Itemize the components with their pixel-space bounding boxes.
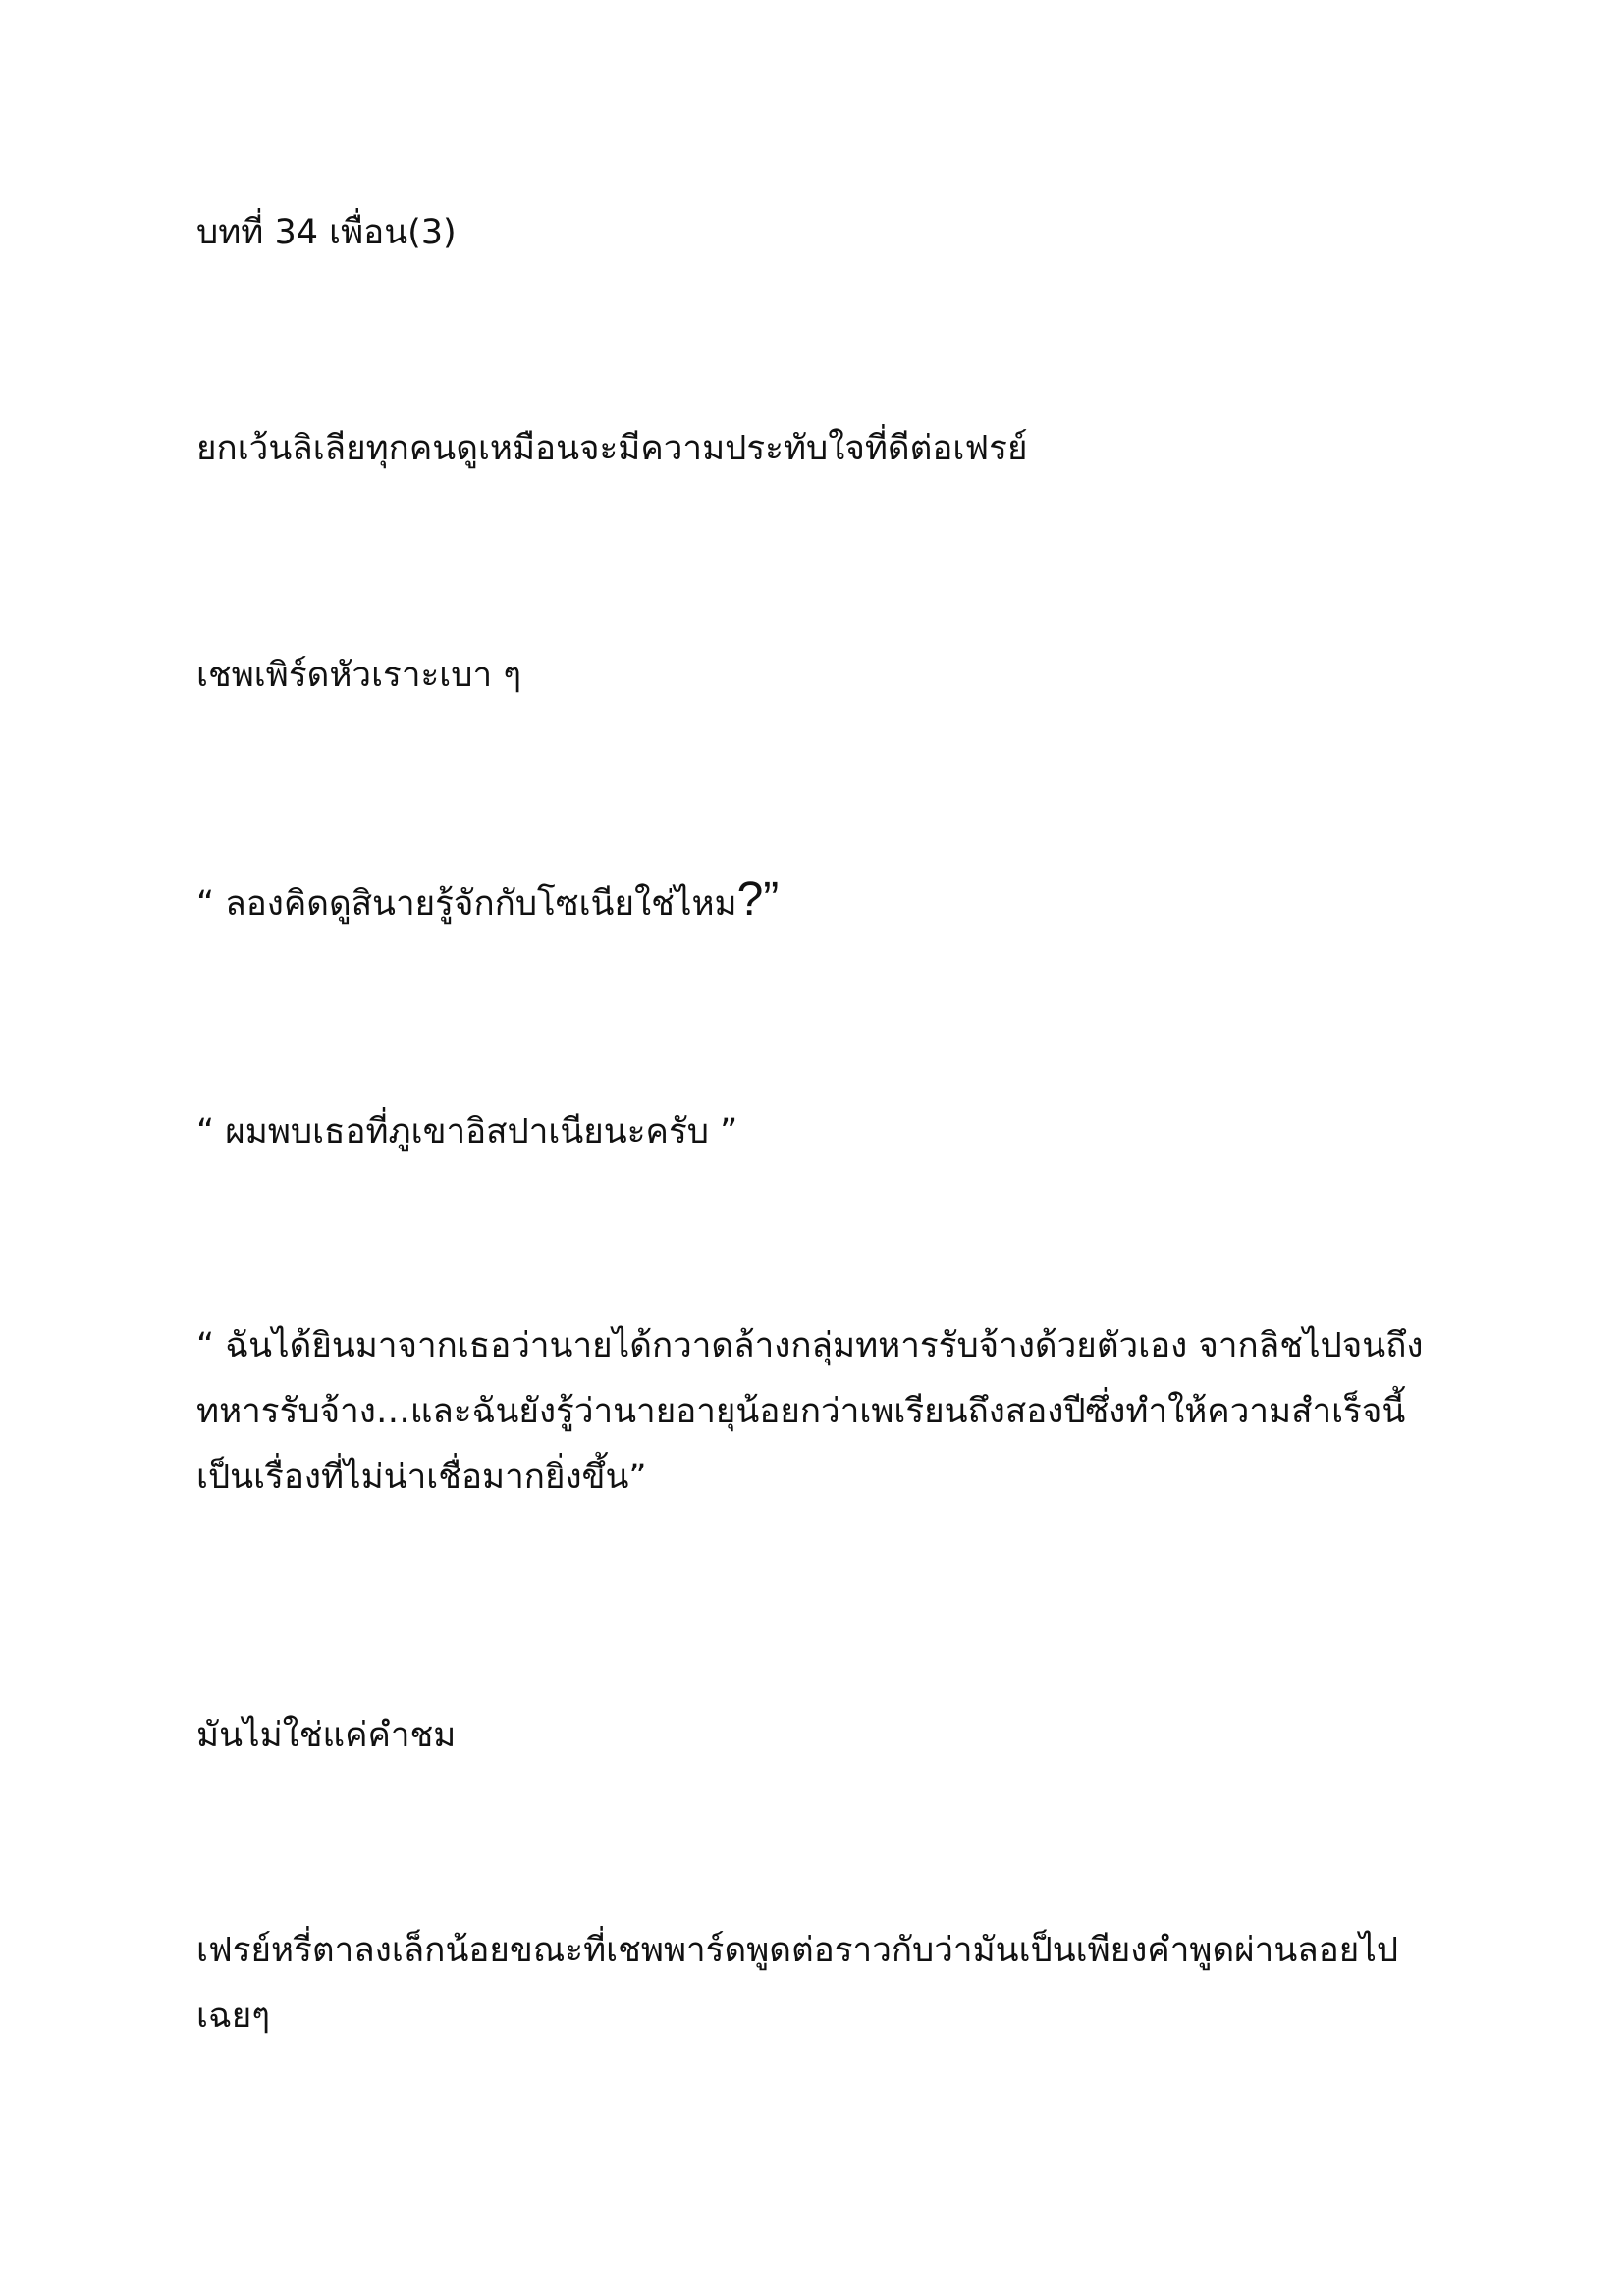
paragraph-5-line-2: ทหารรับจ้าง…และฉันยังรู้ว่านายอายุน้อยกว่าเพเรียนถึงสองปีซึ่งทำให้ความสำเร็จนี้ [196, 1392, 1406, 1431]
paragraph-5 [196, 1313, 1434, 1511]
paragraph-7-line-2: เฉยๆ [196, 1997, 271, 2036]
paragraph-3-question-mark: ?” [736, 874, 780, 926]
paragraph-3 [196, 872, 1434, 937]
chapter-title: บทที่ 34 เพื่อน(3) [196, 213, 457, 252]
paragraph-7 [196, 1918, 1434, 2050]
paragraph-4: “ ผมพบเธอที่ภูเขาอิสปาเนียนะครับ ” [196, 1112, 738, 1151]
paragraph-6: มันไม่ใช่แค่คำชม [196, 1716, 457, 1755]
paragraph-3-text: “ ลองคิดดูสินายรู้จักกับโซเนียใช่ไหม [196, 884, 737, 924]
paragraph-2: เชพเพิร์ดหัวเราะเบา ๆ [196, 656, 522, 695]
paragraph-5-line-3: เป็นเรื่องที่ไม่น่าเชื่อมากยิ่งขึ้น” [196, 1458, 647, 1497]
paragraph-1: ยกเว้นลิเลียทุกคนดูเหมือนจะมีความประทับใจที่ดีต่อเฟรย์ [196, 429, 1028, 468]
paragraph-5-line-1: “ ฉันได้ยินมาจากเธอว่านายได้กวาดล้างกลุ่มทหารรับจ้างด้วยตัวเอง จากลิชไปจนถึง [196, 1326, 1424, 1365]
paragraph-7-line-1: เฟรย์หรี่ตาลงเล็กน้อยขณะที่เชพพาร์ดพูดต่อราวกับว่ามันเป็นเพียงคำพูดผ่านลอยไป [196, 1931, 1399, 1970]
